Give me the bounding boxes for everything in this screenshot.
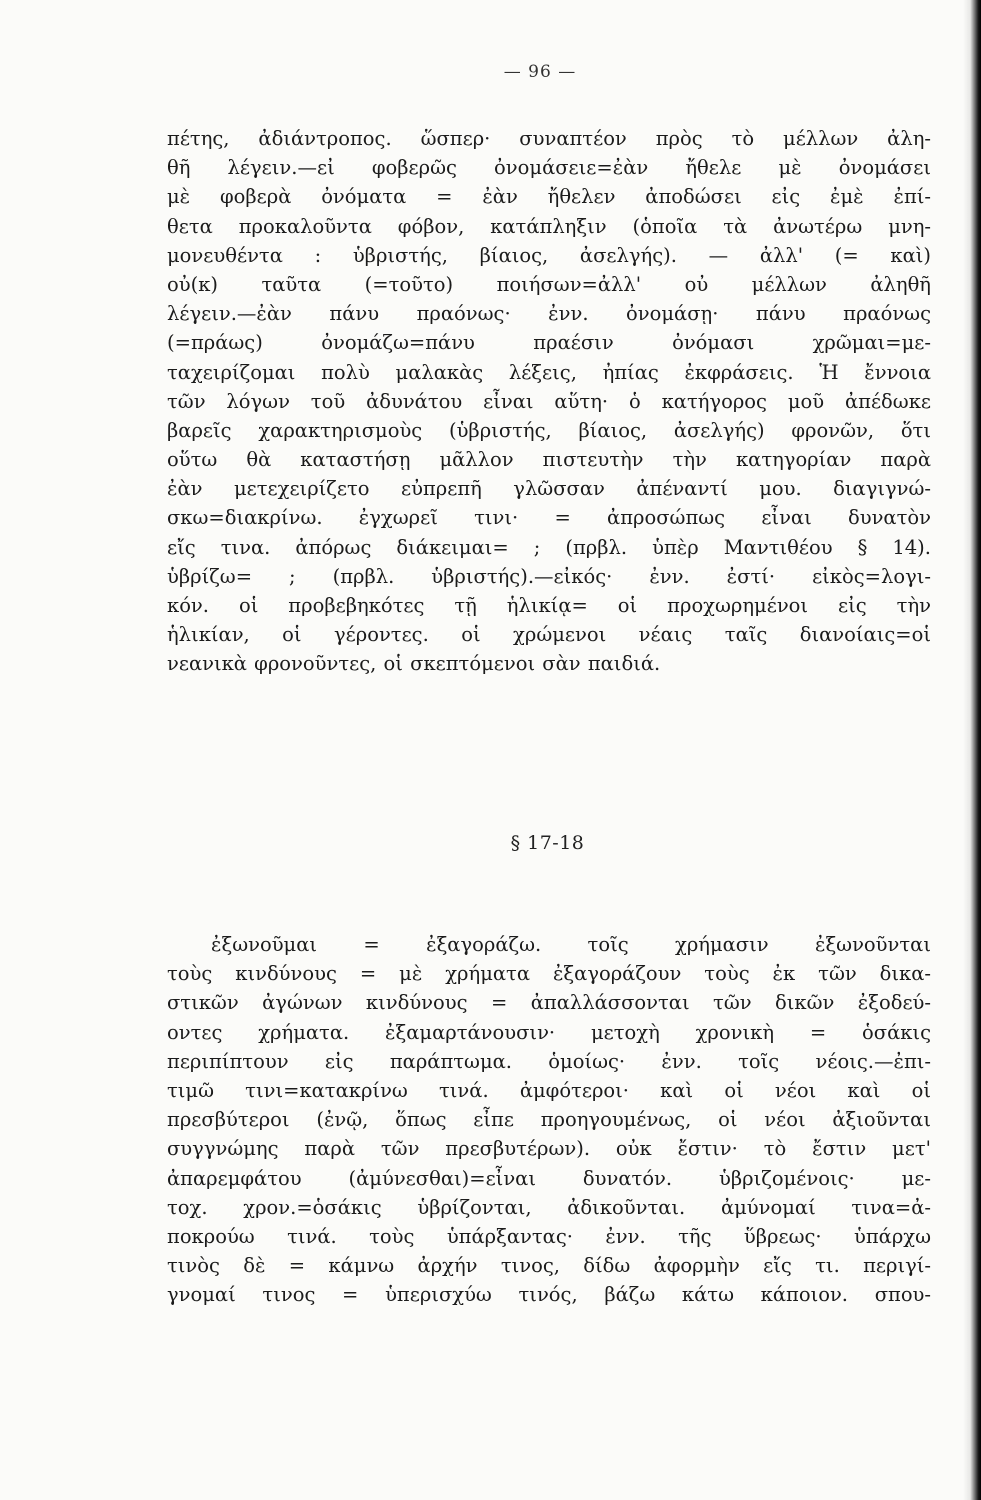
commentary-block-1 xyxy=(167,124,931,679)
text-line: μονευθέντα : ὑβριστής, βίαιος, ἀσελγής). — ἀλλ' (= καὶ) xyxy=(167,243,931,267)
section-heading: § 17-18 xyxy=(510,832,585,854)
text-line: εἴς τινα. ἀπόρως διάκειμαι= ; (πρβλ. ὑπὲρ Μαντιθέου § 14). xyxy=(167,535,931,559)
text-line: μὲ φοβερὰ ὀνόματα = ἐὰν ἤθελεν ἀποδώσει εἰς ἐμὲ ἐπί- xyxy=(167,185,931,209)
text-line: σκω=διακρίνω. ἐγχωρεῖ τινι· = ἀπροσώπως εἶναι δυνατὸν xyxy=(167,506,931,530)
text-line: θετα προκαλοῦντα φόβον, κατάπληξιν (ὁποῖα τὰ ἀνωτέρω μνη- xyxy=(167,214,931,238)
text-line: ἀπαρεμφάτου (ἀμύνεσθαι)=εἶναι δυνατόν. ὑβριζομένοις· με- xyxy=(167,1166,931,1190)
text-line: στικῶν ἀγώνων κινδύνους = ἀπαλλάσσονται τῶν δικῶν ἐξοδεύ- xyxy=(167,991,931,1015)
text-line: περιπίπτουν εἰς παράπτωμα. ὁμοίως· ἐνν. τοῖς νέοις.—ἐπι- xyxy=(167,1049,931,1073)
text-line: πρεσβύτεροι (ἐνῷ, ὅπως εἶπε προηγουμένως, οἱ νέοι ἀξιοῦνται xyxy=(167,1108,931,1132)
text-line: (=πράως) ὀνομάζω=πάνυ πραέσιν ὀνόμασι χρῶμαι=με- xyxy=(167,331,931,355)
text-line: τιμῶ τινι=κατακρίνω τινά. ἀμφότεροι· καὶ οἱ νέοι καὶ οἱ xyxy=(167,1078,931,1102)
text-line: κόν. οἱ προβεβηκότες τῇ ἡλικίᾳ= οἱ προχωρημένοι εἰς τὴν xyxy=(167,594,931,617)
text-line: τινὸς δὲ = κάμνω ἀρχήν τινος, δίδω ἀφορμὴν εἴς τι. περιγί- xyxy=(167,1254,931,1278)
text-line: οὕτω θὰ καταστήσῃ μᾶλλον πιστευτὴν τὴν κατηγορίαν παρὰ xyxy=(167,448,931,472)
text-line: τῶν λόγων τοῦ ἀδυνάτου εἶναι αὕτη· ὁ κατήγορος μοῦ ἀπέδωκε xyxy=(167,389,931,413)
text-line: λέγειν.—ἐὰν πάνυ πραόνως· ἐνν. ὀνομάσῃ· πάνυ πραόνως xyxy=(167,302,931,326)
text-line: τοχ. χρον.=ὁσάκις ὑβρίζονται, ἀδικοῦνται. ἀμύνομαί τινα=ἀ- xyxy=(167,1195,931,1219)
text-line: βαρεῖς χαρακτηρισμοὺς (ὑβριστής, βίαιος, ἀσελγής) φρονῶν, ὅτι xyxy=(167,418,931,442)
page-number: — 96 — xyxy=(503,62,577,82)
text-line: συγγνώμης παρὰ τῶν πρεσβυτέρων). οὐκ ἔστιν· τὸ ἔστιν μετ' xyxy=(167,1137,931,1161)
text-line: ποκρούω τινά. τοὺς ὑπάρξαντας· ἐνν. τῆς ὕβρεως· ὑπάρχω xyxy=(167,1224,931,1248)
text-line: ἐξωνοῦμαι = ἐξαγοράζω. τοῖς χρήμασιν ἐξωνοῦνται xyxy=(211,933,931,956)
page-edge-shadow xyxy=(963,0,981,1500)
text-line: οντες χρήματα. ἐξαμαρτάνουσιν· μετοχὴ χρονικὴ = ὁσάκις xyxy=(167,1020,931,1044)
text-line: νεανικὰ φρονοῦντες, οἱ σκεπτόμενοι σὰν παιδιά. xyxy=(167,652,661,676)
text-line: οὐ(κ) ταῦτα (=τοῦτο) ποιήσων=ἀλλ' οὐ μέλλων ἀληθῆ xyxy=(167,272,931,296)
text-line: ταχειρίζομαι πολὺ μαλακὰς λέξεις, ἠπίας ἐκφράσεις. Ἡ ἔννοια xyxy=(167,360,931,384)
text-line: ἐὰν μετεχειρίζετο εὐπρεπῆ γλῶσσαν ἀπέναντί μου. διαγιγνώ- xyxy=(167,477,931,501)
text-line: θῆ λέγειν.—εἰ φοβερῶς ὀνομάσειε=ἐὰν ἤθελε μὲ ὀνομάσει xyxy=(167,156,931,180)
text-line: γνομαί τινος = ὑπερισχύω τινός, βάζω κάτω κάποιον. σπου- xyxy=(167,1283,931,1307)
text-line: ἡλικίαν, οἱ γέροντες. οἱ χρώμενοι νέαις ταῖς διανοίαις=οἱ xyxy=(167,623,931,647)
commentary-block-2 xyxy=(167,930,931,1309)
text-line: τοὺς κινδύνους = μὲ χρήματα ἐξαγοράζουν τοὺς ἐκ τῶν δικα- xyxy=(167,962,931,986)
text-line: ὑβρίζω= ; (πρβλ. ὑβριστής).—εἰκός· ἐνν. ἐστί· εἰκὸς=λογι- xyxy=(167,564,931,588)
text-line: πέτης, ἀδιάντροπος. ὥσπερ· συναπτέον πρὸς τὸ μέλλων ἀλη- xyxy=(167,127,931,150)
